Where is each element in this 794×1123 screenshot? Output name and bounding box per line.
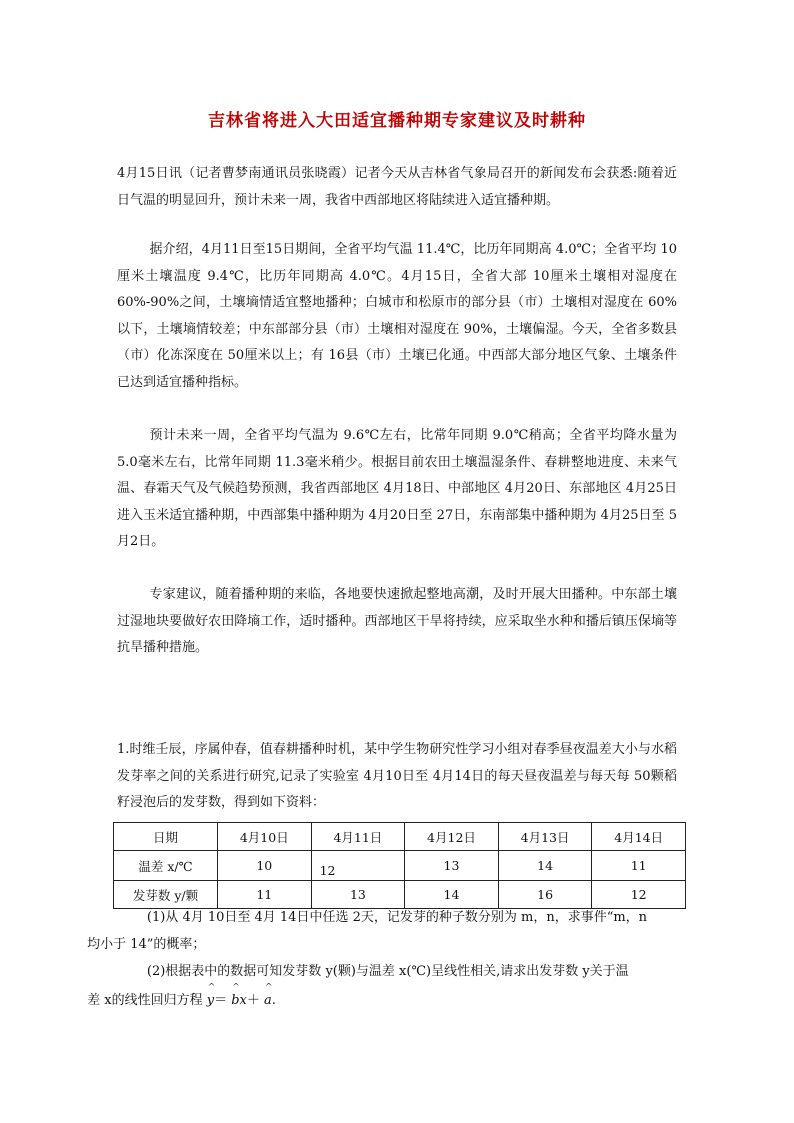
table-cell-date: 4月11日 (311, 823, 405, 851)
table-cell-sprouts: 16 (498, 881, 592, 909)
question-intro: 1.时维壬辰，序属仲春，值春耕播种时机，某中学生物研究性学习小组对春季昼夜温差大小与水稻发芽率之间的关系进行研究,记录了实验室 4月10日至 4月14日的每天昼夜温差与每天每 50颗稻籽浸泡后的发芽数，得到如下资料： (117, 742, 677, 810)
article-title: 吉林省将进入大田适宜播种期专家建议及时耕种 (208, 111, 586, 131)
plus-sign: ＋ (246, 993, 265, 1008)
table-cell-date: 4月13日 (498, 823, 592, 851)
table-cell-date: 4月10日 (218, 823, 312, 851)
table-cell-sprouts: 14 (405, 881, 499, 909)
table-row-dates (114, 823, 686, 851)
equals-sign: ＝ (214, 993, 232, 1008)
table-header-label: 日期 (114, 823, 218, 851)
table-row-label-temperature: 温差 x/℃ (114, 851, 218, 881)
article-paragraph-2: 据介绍，4月11日至15日期间，全省平均气温 11.4℃，比历年同期高 4.0℃；全省平均 10厘米土壤温度 9.4℃，比历年同期高 4.0℃。4月15日，全省大部 10厘米土壤相对湿度在 60%-90%之间，土壤墒情适宜整地播种；白城市和松原市的部分县（市）土壤相对湿度在 60%以下，土壤墒情较差；中东部部分县（市）土壤相对湿度在 90%，土壤偏湿。今天，全省多数县（市）化冻深度在 50厘米以上；有 16县（市）土壤已化通。中西部大部分地区气象、土壤条件已达到适宜播种指标。 (117, 242, 677, 390)
sub-question-1-line-2: 均小于 14”的概率； (87, 937, 206, 952)
b-hat: ^ b (231, 987, 239, 1014)
article-paragraph-3: 预计未来一周，全省平均气温为 9.6℃左右，比常年同期 9.0℃稍高；全省平均降水量为 5.0毫米左右，比常年同期 11.3毫米稍少。根据目前农田土壤温湿条件、春耕整地进度、未来气温、春霜天气及气候趋势预测，我省西部地区 4月18日、中部地区 4月20日、东部地区 4月25日进入玉米适宜播种期，中西部集中播种期为 4月20日至 27日，东南部集中播种期为 4月25日至 5月2日。 (117, 428, 678, 549)
sub-question-2-line-2 (87, 987, 276, 1014)
table-cell-temperature: 14 (498, 851, 592, 881)
table-cell-temperature: 11 (592, 851, 686, 881)
table-cell-sprouts: 12 (592, 881, 686, 909)
table-cell-sprouts: 11 (218, 881, 312, 909)
sub-question-1 (87, 904, 677, 958)
data-table (113, 822, 686, 909)
table-cell-temperature: 10 (218, 851, 312, 881)
regression-prefix: 差 x的线性回归方程 (87, 993, 207, 1008)
table-cell-temperature: 12 (311, 851, 405, 881)
table-cell-date: 4月12日 (405, 823, 499, 851)
table-row-temperature (114, 851, 686, 881)
a-hat: ^ a (264, 987, 272, 1014)
x-variable: x (239, 993, 247, 1008)
table-row-label-sprouts: 发芽数 y/颗 (114, 881, 218, 909)
period: . (271, 993, 276, 1008)
sub-question-2-line-1: (2)根据表中的数据可知发芽数 y(颗)与温差 x(℃)呈线性相关,请求出发芽数 y关于温 (146, 964, 629, 979)
table-cell-date: 4月14日 (592, 823, 686, 851)
table-cell-temperature: 13 (405, 851, 499, 881)
y-hat: ^ y (207, 987, 214, 1014)
table-cell-sprouts: 13 (311, 881, 405, 909)
article-paragraph-4: 专家建议，随着播种期的来临，各地要快速掀起整地高潮，及时开展大田播种。中东部土壤过湿地块要做好农田降墒工作，适时播种。西部地区干旱将持续，应采取坐水种和播后镇压保墒等抗旱播种措施。 (117, 587, 677, 655)
sub-question-2 (87, 958, 677, 1014)
article-paragraph-1: 4月15日讯（记者曹梦南通讯员张晓霞）记者今天从吉林省气象局召开的新闻发布会获悉:随着近日气温的明显回升，预计未来一周，我省中西部地区将陆续进入适宜播种期。 (117, 166, 677, 208)
sub-question-1-line-1: (1)从 4月 10日至 4月 14日中任选 2天，记发芽的种子数分别为 m，n，求事件“m，n (146, 910, 648, 925)
